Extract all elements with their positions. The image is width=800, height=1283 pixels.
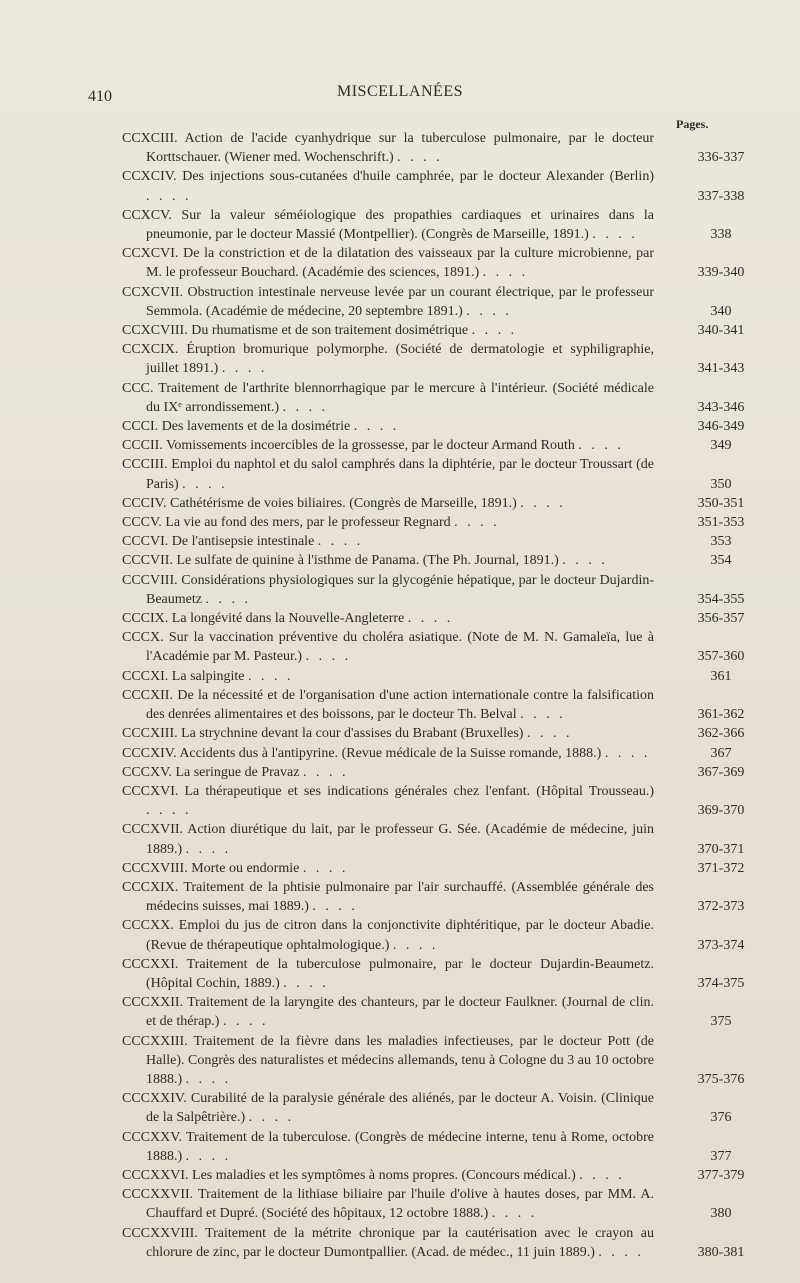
dot-leader: . . . .: [182, 476, 228, 492]
entry-number: CCCV.: [122, 515, 162, 531]
dot-leader: . . . .: [604, 745, 651, 761]
entry-title: La seringue de Pravaz: [171, 764, 303, 780]
entry-number: CCCXV.: [122, 764, 172, 780]
toc-entry: [122, 379, 745, 417]
entry-pages: 375: [710, 1014, 732, 1030]
entry-title: Les maladies et les symptômes à noms propres. (Concours médical.): [188, 1167, 580, 1183]
toc-entry: [122, 1089, 732, 1127]
entry-pages: 376: [710, 1110, 732, 1126]
entry-number: CCCXVIII.: [122, 860, 188, 876]
entry-pages: 371-372: [697, 860, 745, 876]
entry-pages: 372-373: [697, 899, 745, 915]
dot-leader: . . . .: [302, 764, 349, 780]
entry-number: CCCVIII.: [122, 572, 178, 588]
entry-number: CCCXXI.: [122, 956, 179, 972]
entry-pages: 350: [710, 476, 732, 492]
entry-number: CCCIV.: [122, 495, 167, 511]
toc-entry: [122, 916, 745, 954]
dot-leader: . . . .: [466, 303, 512, 319]
entry-title: Des lavements et de la dosimétrie: [158, 419, 354, 435]
toc-entry: [122, 513, 745, 532]
entry-number: CCCXXVI.: [122, 1167, 189, 1183]
entry-pages: 370-371: [697, 841, 745, 857]
entry-title: Du rhumatisme et de son traitement dosimétrique: [187, 323, 472, 339]
entry-title: Des injections sous-cutanées d'huile camphrée, par le docteur Alexander (Berlin): [176, 169, 654, 185]
entry-number: CCCXXV.: [122, 1129, 183, 1145]
toc-entry: [122, 878, 745, 916]
entry-title: Le sulfate de quinine à l'isthme de Panama. (The Ph. Journal, 1891.): [172, 553, 563, 569]
toc-entry: [122, 571, 745, 609]
entry-title: Considérations physiologiques sur la glycogénie hépatique, par le docteur Dujardin-Beaumetz: [146, 572, 654, 607]
entry-pages: 343-346: [697, 399, 745, 415]
dot-leader: . . . .: [407, 611, 454, 627]
entry-pages: 353: [710, 534, 732, 550]
entry-pages: 340-341: [697, 323, 745, 339]
dot-leader: . . . .: [222, 1014, 269, 1030]
table-of-contents: [0, 129, 800, 1262]
entry-number: CCCXXII.: [122, 995, 184, 1011]
toc-entry: [122, 551, 732, 570]
dot-leader: . . . .: [353, 419, 400, 435]
toc-entry: [122, 744, 732, 763]
toc-entry: [122, 129, 745, 167]
entry-number: CCCXIV.: [122, 745, 177, 761]
entry-pages: 337-338: [697, 188, 745, 204]
toc-entry: [122, 1128, 732, 1166]
entry-number: CCCX.: [122, 630, 164, 646]
entry-title: Traitement de l'arthrite blennorrhagique par le mercure à l'intérieur. (Société médicale du IXᵉ arrondissement.): [146, 380, 654, 415]
entry-pages: 380-381: [697, 1244, 745, 1260]
entry-pages: 367: [710, 745, 732, 761]
dot-leader: . . . .: [221, 361, 268, 377]
entry-number: CCC.: [122, 380, 154, 396]
entry-pages: 339-340: [697, 265, 745, 281]
entry-pages: 377-379: [697, 1167, 745, 1183]
entry-title: Cathétérisme de voies biliaires. (Congrès de Marseille, 1891.): [166, 495, 521, 511]
toc-entry: [122, 206, 732, 244]
entry-title: La thérapeutique et ses indications générales chez l'enfant. (Hôpital Trousseau.): [178, 783, 654, 799]
dot-leader: . . . .: [598, 1244, 644, 1260]
toc-entry: [122, 955, 745, 993]
toc-entry: [122, 609, 745, 628]
toc-entry: [122, 532, 732, 551]
entry-number: CCXCVII.: [122, 284, 184, 300]
entry-title: La longévité dans la Nouvelle-Angleterre: [168, 611, 408, 627]
toc-entry: [122, 686, 745, 724]
dot-leader: . . . .: [185, 1071, 232, 1087]
entry-title: Traitement de la lithiase biliaire par l'huile d'olive à hautes doses, par MM. A. Chauffard et Dupré. (Société des hôpitaux, 12 octobre 1888.): [146, 1187, 654, 1222]
entry-number: CCXCIII.: [122, 131, 178, 146]
toc-entry: [122, 1185, 732, 1223]
dot-leader: . . . .: [520, 495, 566, 511]
entry-pages: 350-351: [697, 495, 745, 511]
entry-title: La salpingite: [168, 668, 248, 684]
entry-title: Traitement de la laryngite des chanteurs, par le docteur Faulkner. (Journal de clin. et de thérap.): [146, 995, 654, 1030]
dot-leader: . . . .: [562, 553, 608, 569]
entry-title: Action diurétique du lait, par le professeur G. Sée. (Académie de médecine, juin 1889.): [146, 822, 654, 857]
dot-leader: . . . .: [397, 150, 443, 166]
toc-entry: [122, 993, 732, 1031]
entry-pages: 356-357: [697, 611, 745, 627]
toc-entry: [122, 667, 732, 686]
entry-pages: 380: [710, 1206, 732, 1222]
running-head: MISCELLANÉES: [337, 83, 463, 100]
entry-pages: 374-375: [697, 975, 745, 991]
entry-number: CCCXXIII.: [122, 1033, 188, 1049]
entry-pages: 351-353: [697, 515, 745, 531]
entry-pages: 354: [710, 553, 732, 569]
dot-leader: . . . .: [491, 1206, 538, 1222]
toc-entry: [122, 494, 745, 513]
dot-leader: . . . .: [454, 515, 500, 531]
toc-entry: [122, 782, 745, 820]
entry-pages: 349: [710, 438, 732, 454]
entry-number: CCCII.: [122, 438, 163, 454]
dot-leader: . . . .: [579, 1167, 625, 1183]
entry-number: CCXCV.: [122, 207, 172, 223]
entry-number: CCCXXIV.: [122, 1091, 187, 1107]
entry-number: CCXCIX.: [122, 342, 179, 358]
entry-pages: 338: [710, 227, 732, 243]
entry-pages: 357-360: [697, 649, 745, 665]
entry-number: CCCXVII.: [122, 822, 184, 838]
dot-leader: . . . .: [248, 668, 294, 684]
entry-title: Morte ou endormie: [187, 860, 303, 876]
entry-number: CCCIX.: [122, 611, 169, 627]
dot-leader: . . . .: [305, 649, 352, 665]
dot-leader: . . . .: [482, 265, 529, 281]
dot-leader: . . . .: [302, 860, 349, 876]
dot-leader: . . . .: [578, 438, 624, 454]
entry-number: CCCXXVIII.: [122, 1225, 198, 1241]
toc-entry: [122, 1032, 745, 1090]
entry-pages: 361-362: [697, 707, 745, 723]
toc-entry: [122, 859, 745, 878]
dot-leader: . . . .: [526, 726, 573, 742]
entry-title: Curabilité de la paralysie générale des aliénés, par le docteur A. Voisin. (Clinique de la Salpêtrière.): [146, 1091, 654, 1126]
entry-pages: 340: [710, 303, 732, 319]
toc-entry: [122, 1166, 745, 1185]
entry-number: CCXCVIII.: [122, 323, 188, 339]
entry-title: Sur la valeur séméiologique des propathies cardiaques et urinaires dans la pneumonie, par le docteur Massié (Montpellier). (Congrès de Marseille, 1891.): [146, 207, 654, 243]
entry-number: CCCXXVII.: [122, 1187, 194, 1203]
entry-number: CCXCVI.: [122, 246, 179, 262]
toc-entry: [122, 167, 745, 205]
toc-entry: [122, 1224, 745, 1262]
entry-pages: 373-374: [697, 937, 745, 953]
entry-pages: 362-366: [697, 726, 745, 742]
entry-title: De la nécessité et de l'organisation d'une action internationale contre la falsification des denrées alimentaires et des boissons, par le docteur Th. Belval: [146, 687, 654, 723]
entry-title: Obstruction intestinale nerveuse levée par un courant électrique, par le professeur Semmola. (Académie de médecine, 20 septembre 1891.): [146, 284, 654, 319]
entry-title: Éruption bromurique polymorphe. (Société de dermatologie et syphiligraphie, juillet 1891.): [146, 342, 654, 377]
entry-number: CCXCIV.: [122, 169, 177, 185]
dot-leader: . . . .: [312, 899, 358, 915]
entry-title: Emploi du naphtol et du salol camphrés dans la diphtérie, par le docteur Troussart (de Paris): [146, 457, 654, 492]
entry-title: La strychnine devant la cour d'assises du Brabant (Bruxelles): [177, 726, 527, 742]
toc-entry: [122, 244, 745, 282]
toc-entry: [122, 724, 745, 743]
entry-number: CCCI.: [122, 419, 159, 435]
entry-title: Action de l'acide cyanhydrique sur la tuberculose pulmonaire, par le docteur Korttschauer. (Wiener med. Wochenschrift.): [146, 131, 654, 166]
entry-number: CCCXVI.: [122, 783, 179, 799]
toc-entry: [122, 436, 732, 455]
entry-number: CCCIII.: [122, 457, 168, 473]
entry-number: CCCXI.: [122, 668, 169, 684]
dot-leader: . . . .: [392, 937, 439, 953]
entry-number: CCCXIX.: [122, 879, 179, 895]
dot-leader: . . . .: [317, 534, 364, 550]
entry-title: La vie au fond des mers, par le professeur Regnard: [161, 515, 455, 531]
entry-number: CCCVI.: [122, 534, 169, 550]
entry-pages: 336-337: [697, 150, 745, 166]
entry-title: Vomissements incoercibles de la grossesse, par le docteur Armand Routh: [162, 438, 579, 454]
dot-leader: . . . .: [205, 591, 251, 607]
dot-leader: . . . .: [520, 707, 566, 723]
dot-leader: . . . .: [146, 803, 192, 819]
dot-leader: . . . .: [248, 1110, 295, 1126]
dot-leader: . . . .: [185, 841, 232, 857]
entry-title: Sur la vaccination préventive du choléra asiatique. (Note de M. N. Gamaleïa, lue à l'Académie par M. Pasteur.): [146, 630, 654, 665]
toc-entry: [122, 763, 745, 782]
dot-leader: . . . .: [146, 188, 192, 204]
entry-title: Traitement de la tuberculose. (Congrès de médecine interne, tenu à Rome, octobre 1888.): [146, 1129, 654, 1164]
toc-entry: [122, 455, 732, 493]
entry-pages: 377: [710, 1148, 732, 1164]
entry-number: CCCXX.: [122, 918, 174, 934]
entry-pages: 341-343: [697, 361, 745, 377]
entry-pages: 375-376: [697, 1071, 745, 1087]
entry-title: Traitement de la fièvre dans les maladies infectieuses, par le docteur Pott (de Halle). Congrès des naturalistes et médecins allemands, tenu à Cologne du 3 au 10 octobre 1888.): [146, 1033, 654, 1087]
toc-entry: [122, 820, 745, 858]
entry-pages: 367-369: [697, 764, 745, 780]
entry-title: De la constriction et de la dilatation des vaisseaux par la culture microbienne, par M. le professeur Bouchard. (Académie des sciences, 1891.): [146, 246, 654, 281]
entry-title: Traitement de la métrite chronique par la cautérisation avec le crayon au chlorure de zinc, par le docteur Dumontpallier. (Acad. de médec., 11 juin 1889.): [146, 1225, 654, 1260]
pages-column-label: Pages.: [676, 117, 709, 131]
entry-number: CCCXII.: [122, 687, 173, 703]
entry-title: Accidents dus à l'antipyrine. (Revue médicale de la Suisse romande, 1888.): [176, 745, 605, 761]
toc-entry: [122, 283, 732, 321]
entry-title: De l'antisepsie intestinale: [168, 534, 318, 550]
toc-entry: [122, 417, 745, 436]
entry-pages: 369-370: [697, 803, 745, 819]
entry-pages: 346-349: [697, 419, 745, 435]
toc-entry: [122, 321, 745, 340]
dot-leader: . . . .: [282, 399, 329, 415]
dot-leader: . . . .: [471, 323, 518, 339]
page-number: 410: [88, 88, 112, 105]
dot-leader: . . . .: [592, 227, 638, 243]
toc-entry: [122, 340, 745, 378]
entry-number: CCCVII.: [122, 553, 173, 569]
toc-entry: [122, 628, 745, 666]
entry-title: Traitement de la tuberculose pulmonaire, par le docteur Dujardin-Beaumetz. (Hôpital Cochin, 1889.): [146, 956, 654, 991]
dot-leader: . . . .: [283, 975, 329, 991]
entry-number: CCCXIII.: [122, 726, 178, 742]
entry-title: Traitement de la phtisie pulmonaire par l'air surchauffé. (Assemblée générale des médecins suisses, mai 1889.): [146, 879, 654, 915]
entry-title: Emploi du jus de citron dans la conjonctivite diphtéritique, par le docteur Abadie. (Revue de thérapeutique ophtalmologique.): [146, 918, 654, 953]
dot-leader: . . . .: [185, 1148, 232, 1164]
entry-pages: 354-355: [697, 591, 745, 607]
entry-pages: 361: [710, 668, 732, 684]
